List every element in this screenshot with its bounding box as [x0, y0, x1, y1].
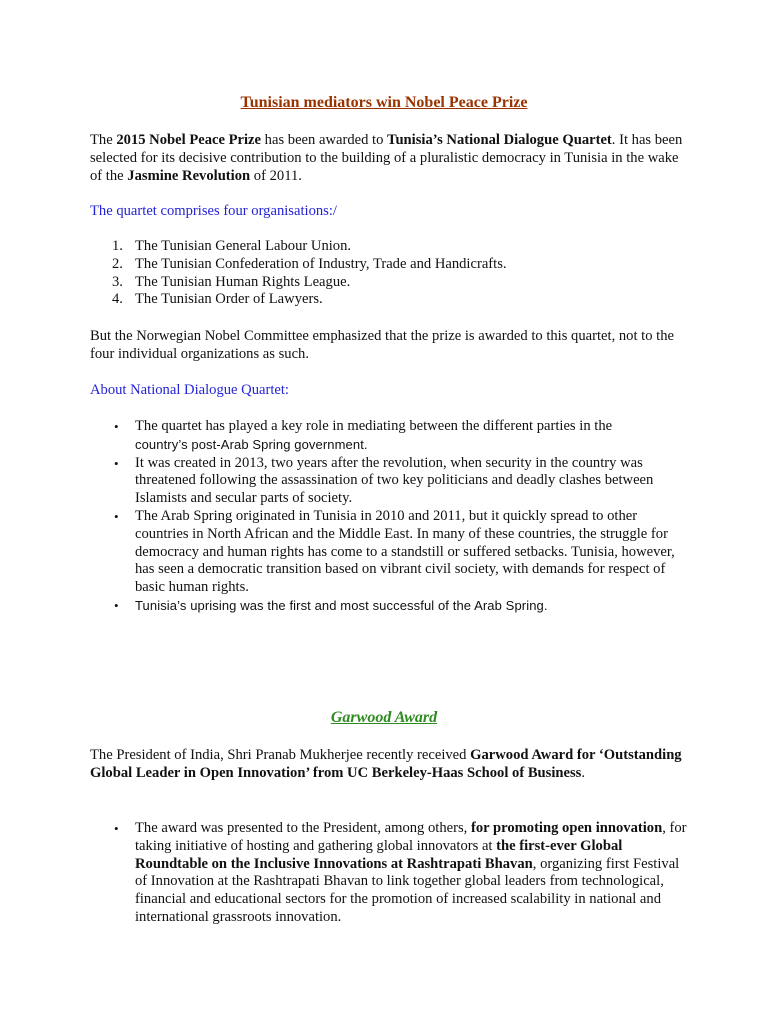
list-item: [90, 238, 690, 256]
article-title-nobel: Tunisian mediators win Nobel Peace Prize: [240, 94, 528, 111]
list-item: [90, 291, 690, 309]
intro-text: of 2011.: [250, 167, 302, 184]
list-item: [90, 597, 690, 616]
list-number: 3.: [112, 273, 123, 290]
intro-text: The President of India, Shri Pranab Mukherjee recently received: [90, 747, 471, 763]
list-item-text: The Tunisian Confederation of Industry, Trade and Handicrafts.: [135, 255, 507, 272]
list-item: [90, 820, 690, 927]
list-item-bold: the first-ever Global Roundtable on the Inclusive Innovations at Rashtrapati Bhavan: [135, 837, 623, 872]
list-item: [90, 508, 690, 597]
intro-text: has been awarded to: [261, 132, 388, 148]
list-item-text: country’s post-Arab Spring government.: [135, 436, 368, 452]
list-item-text: The award was presented to the President, among others,: [135, 820, 471, 836]
list-number: 4.: [112, 291, 123, 308]
organisations-list: [90, 238, 690, 309]
nobel-intro-paragraph: [90, 132, 690, 185]
list-item-text: The Tunisian General Labour Union.: [135, 238, 352, 254]
list-item-text: The Tunisian Human Rights League.: [135, 273, 351, 290]
list-item: [90, 256, 690, 274]
intro-bold-revolution: Jasmine Revolution: [127, 167, 251, 184]
bullet-icon: •: [114, 419, 119, 434]
intro-bold-award: Garwood Award for ‘Outstanding Global Leader in Open Innovation’ from UC Berkeley-Haas School of Business: [90, 747, 682, 781]
list-number: 1.: [112, 238, 123, 254]
bullet-icon: •: [114, 597, 119, 613]
list-item: [90, 274, 690, 292]
list-number: 2.: [112, 255, 123, 272]
list-item-text: The quartet has played a key role in mediating between the different parties in the: [135, 418, 613, 434]
bullet-icon: •: [114, 508, 119, 524]
article-title-garwood: Garwood Award: [330, 709, 438, 726]
bullet-icon: •: [114, 455, 119, 471]
intro-bold-quartet: Tunisia’s National Dialogue Quartet: [387, 132, 612, 148]
garwood-bullet-list: [90, 820, 690, 927]
intro-text: .: [581, 764, 586, 781]
list-item-text: The Tunisian Order of Lawyers.: [135, 291, 323, 308]
about-quartet-subheading: About National Dialogue Quartet:: [90, 382, 289, 398]
quartet-subheading: The quartet comprises four organisations:/: [90, 203, 337, 219]
list-item-text: Tunisia’s uprising was the first and most successful of the Arab Spring.: [135, 597, 548, 613]
intro-text: . It has been selected for its decisive contribution to the building of a pluralistic democracy in Tunisia in the wake of the: [90, 132, 683, 184]
list-item-bold: for promoting open innovation: [470, 820, 663, 836]
garwood-intro-paragraph: [90, 747, 690, 783]
list-item-text: , for taking initiative of hosting and gathering global innovators at: [135, 820, 687, 854]
bullet-icon: •: [114, 821, 119, 836]
committee-note-paragraph: But the Norwegian Nobel Committee emphasized that the prize is awarded to this quartet, not to the four individual organizations as such.: [90, 328, 674, 362]
list-item: [90, 418, 690, 455]
intro-bold-prize: 2015 Nobel Peace Prize: [116, 132, 262, 148]
list-item-text: , organizing first Festival of Innovation at the Rashtrapati Bhavan to link together global leaders from technological, financial and educational sectors for the promotion of increased scalability in national and international grassroots innovation.: [135, 855, 680, 925]
list-item-text: The Arab Spring originated in Tunisia in 2010 and 2011, but it quickly spread to other countries in North African and the Middle East. In many of these countries, the struggle for democracy and human rights has come to a standstill or suffered setbacks. Tunisia, however, has seen a democratic transition based on vibrant civil society, with demands for respect of basic human rights.: [135, 507, 675, 596]
intro-text: The: [90, 132, 117, 148]
list-item: [90, 455, 690, 508]
quartet-bullet-list: [90, 418, 690, 616]
list-item-text: It was created in 2013, two years after the revolution, when security in the country was threatened following the assassination of two key politicians and deadly clashes between Islamists and secular parts of society.: [135, 454, 654, 507]
